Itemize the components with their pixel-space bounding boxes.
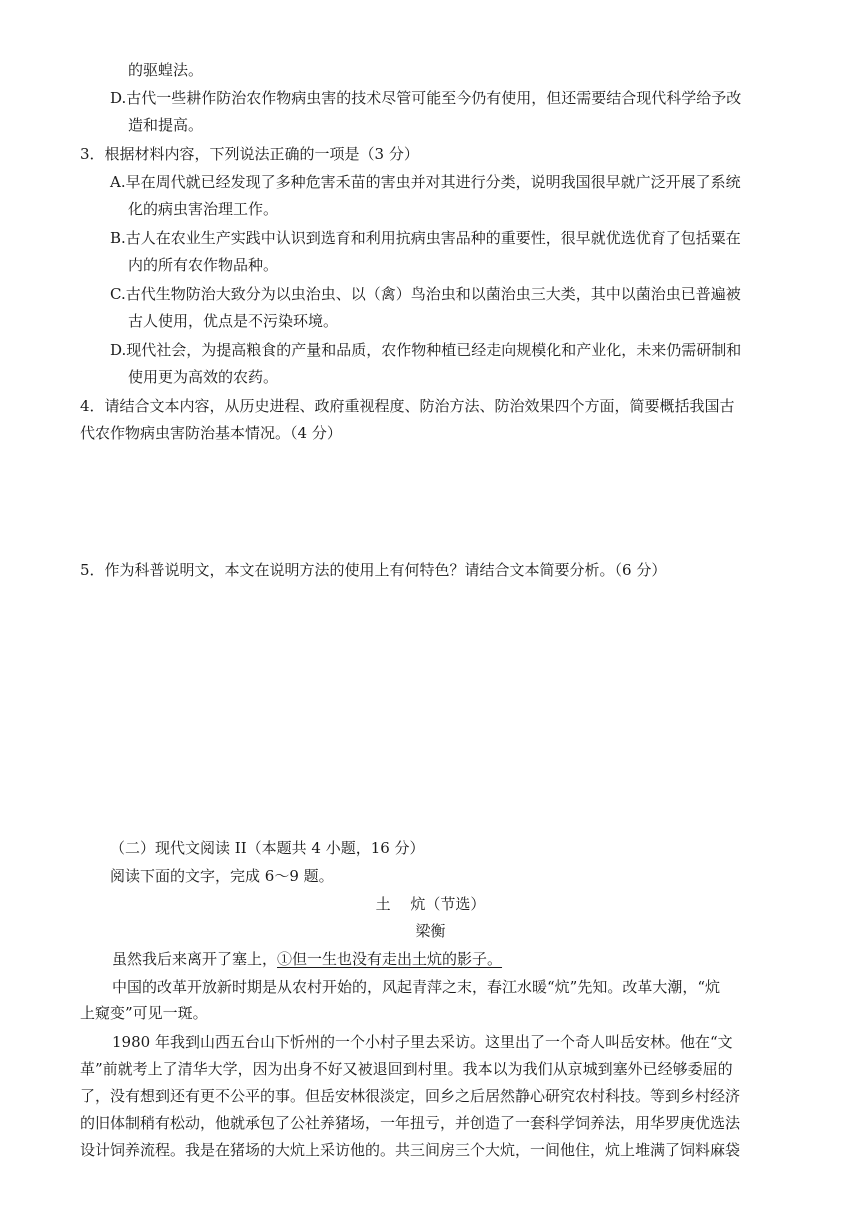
article-title: 土 炕（节选） bbox=[375, 895, 486, 913]
section-heading: （二）现代文阅读 II（本题共 4 小题，16 分） bbox=[110, 839, 425, 857]
option-text: 早在周代就已经发现了多种危害禾苗的害虫并对其进行分类，说明我国很早就广泛开展了系统 bbox=[125, 173, 741, 191]
article-author: 梁衡 bbox=[415, 922, 446, 940]
q3-option-d-line2: 使用更为高效的农药。 bbox=[128, 368, 279, 386]
option-text: 现代社会，为提高粮食的产量和品质，农作物种植已经走向规模化和产业化，未来仍需研制和 bbox=[126, 341, 742, 359]
option-text: 古人在农业生产实践中认识到选育和利用抗病虫害品种的重要性，很早就优选优育了包括粟在 bbox=[125, 229, 741, 247]
q5-stem: 5．作为科普说明文，本文在说明方法的使用上有何特色？请结合文本简要分析。（6 分） bbox=[80, 561, 667, 579]
q3-option-c-line2: 古人使用，优点是不污染环境。 bbox=[128, 312, 339, 330]
q3-option-a-line2: 化的病虫害治理工作。 bbox=[128, 200, 279, 218]
option-label: C. bbox=[110, 285, 126, 303]
q3-option-b-line2: 内的所有农作物品种。 bbox=[128, 256, 279, 274]
q3-option-b bbox=[110, 228, 741, 248]
paragraph-2-line1: 中国的改革开放新时期是从农村开始的，风起青萍之末，春江水暖“炕”先知。改革大潮，“炕 bbox=[112, 978, 721, 996]
option-text: 古代一些耕作防治农作物病虫害的技术尽管可能至今仍有使用，但还需要结合现代科学给予改 bbox=[126, 89, 742, 107]
option-label: D. bbox=[110, 341, 127, 359]
paragraph-3-line2: 革”前就考上了清华大学，因为出身不好又被退回到村里。我本以为我们从京城到塞外已经够委屈的 bbox=[80, 1060, 733, 1078]
q3-option-c bbox=[110, 284, 741, 304]
paragraph-3-line4: 的旧体制稍有松动，他就承包了公社养猪场，一年扭亏，并创造了一套科学饲养法，用华罗庚优选法 bbox=[80, 1114, 741, 1132]
q2-option-d bbox=[110, 88, 741, 108]
q3-option-a bbox=[110, 172, 741, 192]
reading-instruction: 阅读下面的文字，完成 6～9 题。 bbox=[110, 867, 334, 885]
q2-option-d-line2: 造和提高。 bbox=[128, 116, 204, 134]
option-c-continuation: 的驱蝗法。 bbox=[128, 61, 204, 79]
paragraph-3-line3: 了，没有想到还有更不公平的事。但岳安林很淡定，回乡之后居然静心研究农村科技。等到乡村经济 bbox=[80, 1087, 741, 1105]
q3-option-d bbox=[110, 340, 741, 360]
q4-stem-line1: 4．请结合文本内容，从历史进程、政府重视程度、防治方法、防治效果四个方面，简要概括我国古 bbox=[80, 397, 735, 415]
paragraph-text: 虽然我后来离开了塞上， bbox=[112, 950, 278, 968]
option-label: B. bbox=[110, 229, 126, 247]
q3-stem: 3．根据材料内容，下列说法正确的一项是（3 分） bbox=[80, 145, 419, 163]
paragraph-1 bbox=[112, 949, 502, 969]
option-label: A. bbox=[110, 173, 126, 191]
q4-stem-line2: 代农作物病虫害防治基本情况。（4 分） bbox=[80, 424, 342, 442]
option-label: D. bbox=[110, 89, 127, 107]
underlined-sentence: ①但一生也没有走出土炕的影子。 bbox=[277, 950, 503, 968]
paragraph-2-line2: 上窥变”可见一斑。 bbox=[80, 1004, 208, 1022]
paragraph-3-line5: 设计饲养流程。我是在猪场的大炕上采访他的。共三间房三个大炕，一间他住，炕上堆满了饲料麻袋 bbox=[80, 1141, 741, 1159]
option-text: 古代生物防治大致分为以虫治虫、以（禽）鸟治虫和以菌治虫三大类，其中以菌治虫已普遍被 bbox=[125, 285, 741, 303]
paragraph-3-line1: 1980 年我到山西五台山下忻州的一个小村子里去采访。这里出了一个奇人叫岳安林。他在“文 bbox=[112, 1033, 733, 1051]
